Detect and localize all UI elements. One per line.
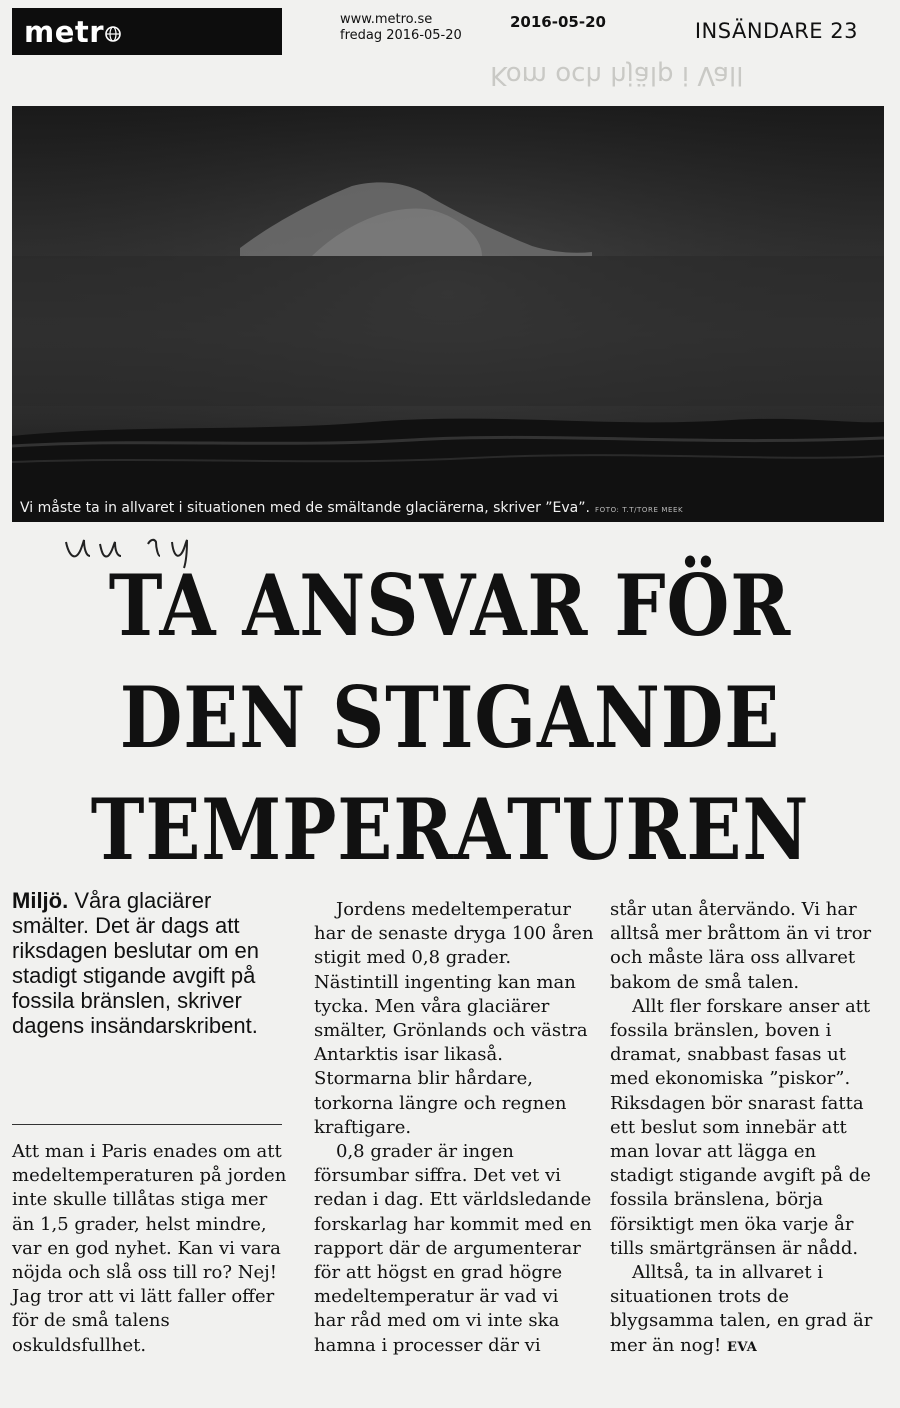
page-number: 23 (830, 19, 858, 43)
body-paragraph: står utan återvändo. Vi har alltså mer bråttom än vi tror och måste lära oss allvaret bakom de små talen. (610, 899, 872, 993)
body-paragraph: Jordens medeltemperatur har de senaste dryga 100 åren stigit med 0,8 grader. Nästintill ingenting kan man tycka. Men våra glaciärer smälter, Grönlands och västra Antarktis isar likaså. Stormarna blir hårdare, torkorna längre och regnen kraftigare. (314, 899, 594, 1138)
headline-line-2: DEN STIGANDE (119, 668, 781, 767)
bleed-through-text: Kom och hjälp i Vall (490, 60, 744, 90)
body-paragraph: Att man i Paris enades om att medeltemperaturen på jorden inte skulle tillåtas stiga mer än 1,5 grader, helst mindre, var en god nyhet. Kan vi vara nöjda och slå oss till ro? Nej! Jag tror att vi lätt faller offer för de små talens oskuldsfullhet. (12, 1141, 287, 1356)
lead-text: Våra glaciärer smälter. Det är dags att riksdagen beslutar om en stadigt stigande avgift på fossila bränslen, skriver dagens insändarskribent. (12, 888, 260, 1038)
glacier-landscape-image (12, 106, 884, 522)
headline-line-3: TEMPERATUREN (90, 780, 810, 879)
metro-logo (12, 8, 282, 55)
stamp-date: 2016-05-20 (510, 13, 606, 31)
article-headline (80, 550, 820, 886)
photo-caption (20, 500, 683, 516)
issue-date: fredag 2016-05-20 (340, 28, 462, 43)
body-column-3 (610, 898, 880, 1360)
lead-divider (12, 1124, 282, 1125)
body-paragraph-final (610, 1261, 880, 1360)
body-paragraph: Allt fler forskare anser att fossila bränslen, boven i dramat, snabbast fasas ut med ekonomiska ”piskor”. Riksdagen bör snarast fatta ett beslut som innebär att man lovar att lägga en stadigt stigande avgift på de fossila bränslena, börja försiktigt men öka varje år tills smärtgränsen är nådd. (610, 995, 871, 1259)
closing-text: Alltså, ta in allvaret i situationen trots de blygsamma talen, en grad är mer än nog! (610, 1262, 873, 1356)
headline-line-1: TA ANSVAR FÖR (108, 556, 792, 655)
section-header (695, 19, 858, 43)
caption-text: Vi måste ta in allvaret i situationen med de smältande glaciärerna, skriver ”Eva”. (20, 500, 590, 516)
website-url: www.metro.se (340, 12, 433, 27)
author-signature: EVA (727, 1339, 758, 1355)
photo-credit: FOTO: T.T/TORE MEEK (594, 506, 684, 514)
globe-icon (105, 26, 121, 42)
article-lead (12, 888, 290, 1038)
body-column-1 (12, 1140, 290, 1358)
body-paragraph: 0,8 grader är ingen försumbar siffra. Det vet vi redan i dag. Ett världsledande forskarlag har kommit med en rapport där de argumenterar för att högst en grad högre medeltemperatur är vad vi har råd med om vi inte ska hamna i processer där vi (314, 1141, 592, 1356)
logo-text: metr (24, 14, 105, 49)
header-web-info (340, 12, 462, 44)
body-column-2 (314, 898, 594, 1358)
section-name: INSÄNDARE (694, 19, 824, 43)
lead-kicker: Miljö. (12, 888, 69, 913)
article-photo (12, 106, 884, 522)
